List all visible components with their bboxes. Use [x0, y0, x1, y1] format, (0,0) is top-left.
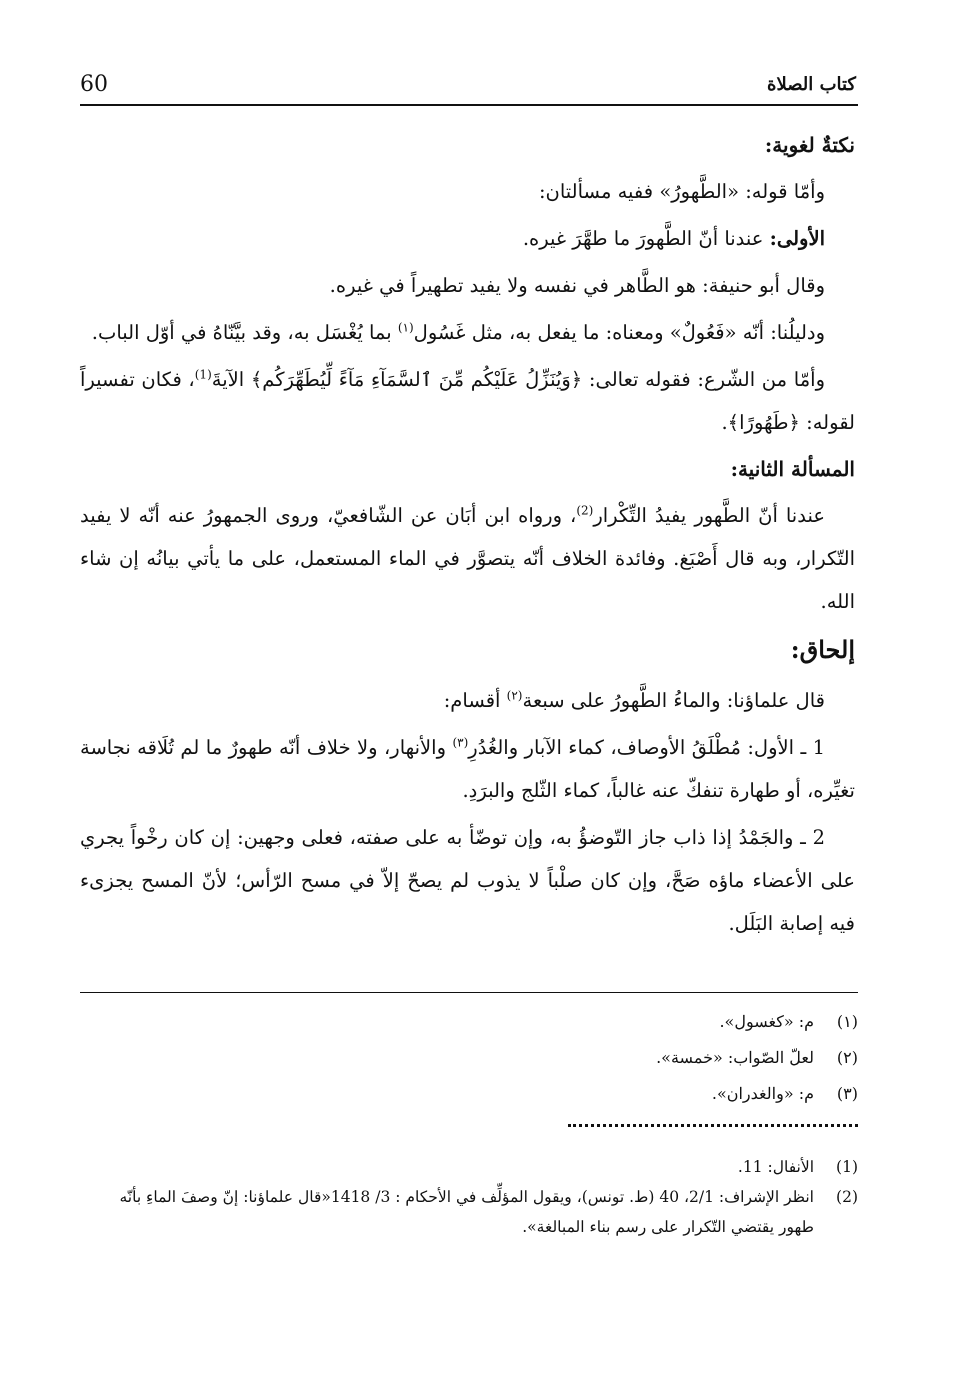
- paragraph: [80, 358, 855, 444]
- footnote-number: (١): [836, 1012, 858, 1031]
- paragraph: [80, 494, 855, 623]
- paragraph-text: والأنهار، ولا خلاف أنّه طهورٌ ما لم تُلَاقه نجاسة تغيِّره، أو طهارة تنفكّ عنه غالباً، كماء الثّلج والبرَدِ.: [80, 736, 855, 802]
- heading-linguistic-note: نكتةٌ لغوية:: [764, 133, 855, 157]
- main-text: [80, 124, 855, 949]
- footnote-text: م: «كغسول».: [719, 1012, 814, 1031]
- paragraph: [80, 311, 855, 354]
- footnote-ref: (2): [576, 503, 594, 518]
- footnote-number: (٣): [836, 1084, 858, 1103]
- footnote-rule: [80, 992, 858, 993]
- footnote-ref: (1): [194, 367, 212, 382]
- footnote-text: الأنفال: 11.: [737, 1158, 814, 1176]
- footnote-text: لعلّ الصّواب: «خمسة».: [656, 1048, 814, 1067]
- paragraph-text: ، فكان تفسيراً لقوله: ﴿طَهُورًا﴾.: [80, 368, 855, 434]
- paragraph-text: وأمّا من الشّرع: فقوله تعالى: ﴿وَيُنَزِّلُ عَلَيْكُم مِّنَ ٱلسَّمَآءِ مَآءً لِّيُطَهِّرَكُم﴾ الآيةَ: [211, 368, 825, 391]
- dotted-separator: [568, 1124, 858, 1135]
- paragraph-lead: الأولى:: [769, 227, 825, 250]
- footnotes-editor: [80, 1004, 858, 1112]
- page-header: [80, 72, 858, 102]
- paragraph-text: 1 ـ الأول: مُطْلَقُ الأوصاف، كماء الآبار والغُدُرِ: [468, 736, 825, 759]
- footnote-text: انظر الإشراف: 2/1، 40 (ط. تونس)، ويقول المؤلِّف في الأحكام : 3/ 1418«قال علماؤنا: إنّ وصفَ الماءِ بأنّه طهور يقتضي التّكرار على رسم بناء المبالغة».: [119, 1188, 814, 1236]
- running-title: كتاب الصلاة: [767, 74, 856, 95]
- header-rule: [80, 104, 858, 106]
- footnote-number: (1): [836, 1158, 858, 1176]
- paragraph: [80, 726, 855, 812]
- footnotes-sources: [80, 1152, 858, 1242]
- paragraph-text: قال علماؤنا: والماءُ الطَّهورُ على سبعة: [522, 689, 825, 712]
- paragraph-text: ودليلُنا: أنّه «فَعُولٌ» ومعناه: ما يفعل به، مثل غَسُول: [413, 321, 825, 344]
- footnote-ref: (١): [397, 320, 414, 335]
- heading-second-issue: المسألة الثانية:: [730, 457, 855, 481]
- footnote-number: (٢): [836, 1048, 858, 1067]
- heading-appendix: إلحاق:: [790, 635, 855, 664]
- footnote: [80, 1152, 858, 1182]
- footnote-text: م: «والغدران».: [711, 1084, 814, 1103]
- paragraph-text: عندنا أنّ الطَّهورَ ما طهَّرَ غيره.: [522, 227, 770, 250]
- footnote-ref: (٢): [506, 688, 523, 703]
- paragraph-text: عندنا أنّ الطَّهور يفيدُ التِّكْرار: [593, 504, 825, 527]
- footnote: [80, 1004, 858, 1040]
- paragraph-text: ، ورواه ابن أبَان عن الشّافعيّ، وروى الجمهورُ عنه أنّه لا يفيد التّكرار، وبه قال أَصْبَغ. وفائدة الخلاف أنّه يتصوَّر في الماء المستعمل، على ما يأتي بيانُه إن شاء الله.: [80, 504, 855, 613]
- paragraph: 2 ـ والجَمْدُ إذا ذاب جاز التّوضؤُ به، وإن توضّأ به على صفته، فعلى وجهين: إن كان رخْواً يجري على الأعضاء ماؤه صَحَّ، وإن كان صلْباً لا يذوب لم يصحّ إلاّ في مسح الرّأس؛ لأنّ المسح يجزىء فيه إصابة البَلَل.: [80, 826, 855, 935]
- paragraph: [80, 679, 855, 722]
- paragraph-text: أقسام:: [443, 689, 507, 712]
- footnote: [80, 1040, 858, 1076]
- paragraph-text: بما يُغْسَل به، وقد بيَّنّاهُ في أوّل الباب.: [91, 321, 398, 344]
- footnote: [80, 1076, 858, 1112]
- paragraph: وأمّا قوله: «الطَّهورُ» ففيه مسألتان:: [538, 180, 825, 203]
- page-number: 60: [80, 72, 108, 97]
- footnote: [80, 1182, 858, 1242]
- footnote-ref: (٣): [452, 735, 469, 750]
- footnote-number: (2): [836, 1188, 858, 1206]
- paragraph: [80, 217, 855, 260]
- paragraph: وقال أبو حنيفة: هو الطَّاهر في نفسه ولا يفيد تطهيراً في غيره.: [329, 274, 825, 297]
